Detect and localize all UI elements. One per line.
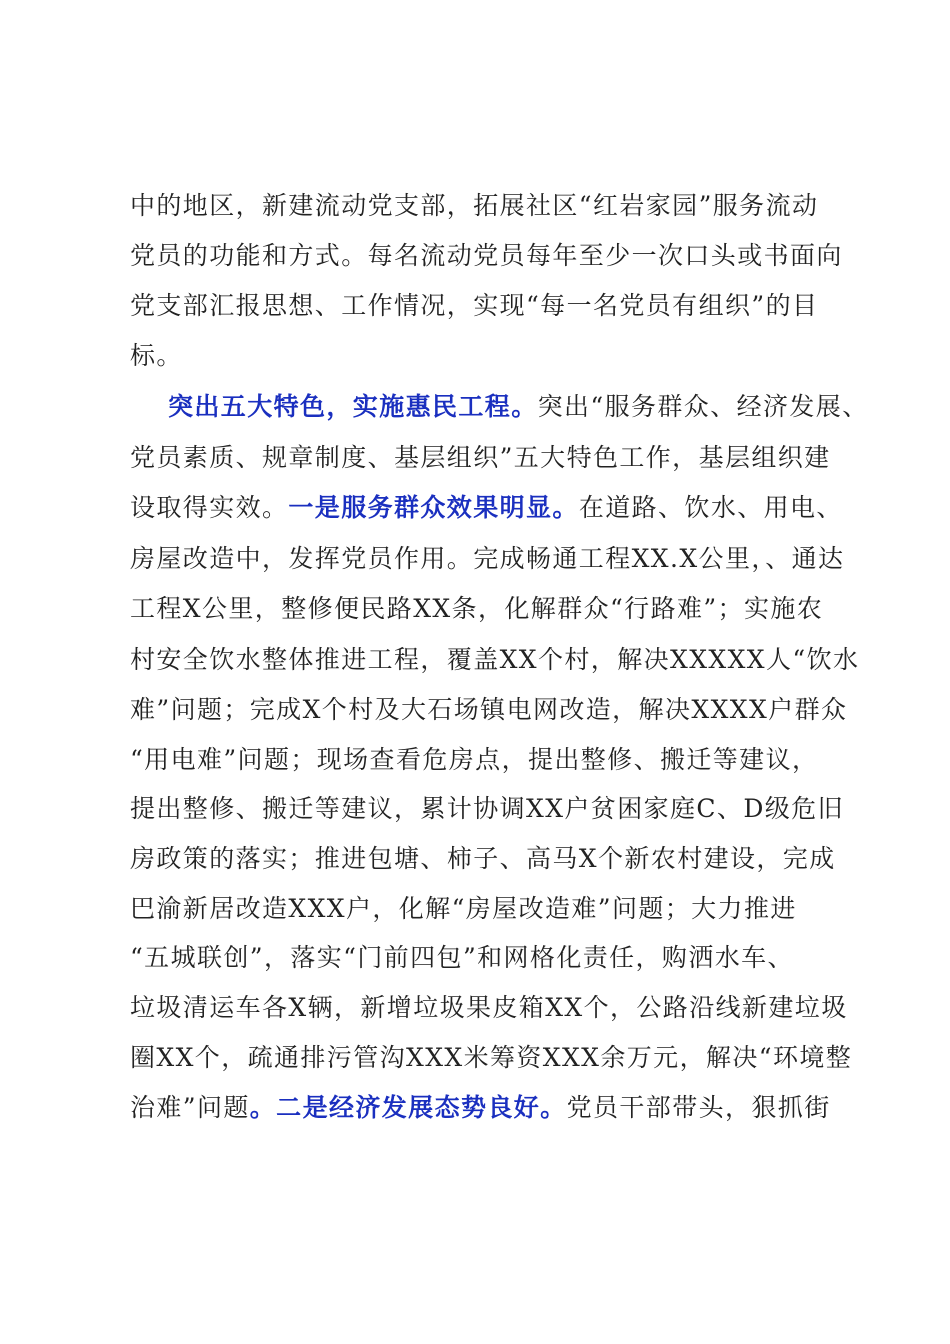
paragraph2-body-line: “五城联创”，落实“门前四包”和网格化责任，购洒水车、 — [130, 943, 794, 972]
paragraph2-body-line: 工程X公里，整修便民路XX条，化解群众“行路难”；实施农 — [130, 594, 824, 623]
paragraph2-last-line — [130, 1083, 850, 1133]
paragraph1-line-1: 中的地区，新建流动党支部，拓展社区“红岩家园”服务流动 — [130, 191, 819, 220]
paragraph2-body-line: “用电难”问题；现场查看危房点，提出整修、搬迁等建议， — [130, 745, 819, 774]
subheading-1: 一是服务群众效果明显。 — [288, 493, 579, 522]
paragraph2-last-text: 党员干部带头，狠抓街 — [566, 1093, 831, 1122]
paragraph2-body-line: 房屋改造中，发挥党员作用。完成畅通工程XX.X公里，、通达 — [130, 544, 845, 573]
paragraph1-line-4: 标。 — [130, 341, 183, 370]
paragraph2-line-3 — [130, 483, 850, 533]
paragraph1-line-2: 党员的功能和方式。每名流动党员每年至少一次口头或书面向 — [130, 241, 843, 270]
paragraph2-body-line: 难”问题；完成X个村及大石场镇电网改造，解决XXXX户群众 — [130, 695, 848, 724]
paragraph2-body-line: 房政策的落实；推进包塘、柿子、高马X个新农村建设，完成 — [130, 844, 836, 873]
section-heading: 突出五大特色，实施惠民工程。 — [168, 392, 538, 421]
paragraph2-body-line: 村安全饮水整体推进工程，覆盖XX个村，解决XXXXX人“饮水 — [130, 645, 860, 674]
paragraph2-line-1 — [168, 382, 869, 432]
paragraph2-body-line: 巴渝新居改造XXX户，化解“房屋改造难”问题；大力推进 — [130, 894, 797, 923]
subheading-2: 。二是经济发展态势良好。 — [249, 1093, 567, 1122]
paragraph1-line-3: 党支部汇报思想、工作情况，实现“每一名党员有组织”的目 — [130, 291, 819, 320]
paragraph2-body-line: 圈XX个，疏通排污管沟XXX米筹资XXX余万元，解决“环境整 — [130, 1043, 853, 1072]
paragraph2-body-line: 垃圾清运车各X辆，新增垃圾果皮箱XX个，公路沿线新建垃圾 — [130, 993, 848, 1022]
paragraph2-last-prefix: 治难”问题 — [130, 1093, 250, 1122]
paragraph2-line-2: 党员素质、规章制度、基层组织”五大特色工作，基层组织建 — [130, 443, 831, 472]
paragraph2-line-3-text: 在道路、饮水、用电、 — [578, 493, 843, 522]
paragraph2-body-line: 提出整修、搬迁等建议，累计协调XX户贫困家庭C、D级危旧 — [130, 794, 844, 823]
paragraph2-line-1-text: 突出“服务群众、经济发展、 — [537, 392, 869, 421]
paragraph2-line-3-prefix: 设取得实效。 — [130, 493, 289, 522]
